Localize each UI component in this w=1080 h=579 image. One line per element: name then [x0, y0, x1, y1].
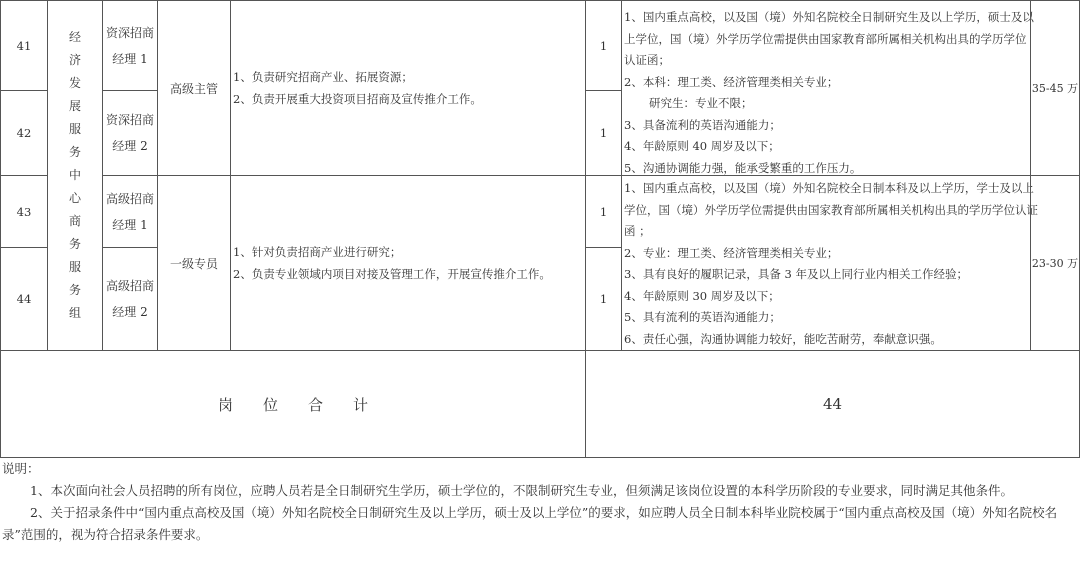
- duty-item: 1、负责研究招商产业、拓展资源；: [233, 70, 413, 84]
- position-cell: [102, 175, 158, 248]
- department-char: 组: [68, 306, 81, 320]
- row-number: 42: [0, 90, 48, 176]
- department-char: 务: [68, 283, 81, 297]
- headcount: 1: [585, 0, 622, 91]
- position-name: 资深招商: [105, 25, 154, 40]
- salary-cell: 35-45 万: [1030, 0, 1080, 176]
- notes-title: 说明：: [2, 461, 40, 476]
- note-item: 1、本次面向社会人员招聘的所有岗位，应聘人员若是全日制研究生学历，硕士学位的，不限制研究生专业，但须满足该岗位设置的本科学历阶段的专业要求，同时满足其他条件。: [30, 483, 1013, 498]
- total-value: 44: [585, 350, 1080, 458]
- position-cell: [102, 90, 158, 176]
- requirement-line: 3、具有良好的履职记录，具备 3 年及以上同行业内相关工作经验；: [624, 267, 968, 281]
- requirement-line: 上学位，国（境）外学历学位需提供由国家教育部所属相关机构出具的学历学位: [624, 31, 1027, 46]
- department-char: 展: [68, 99, 81, 113]
- headcount: 1: [585, 90, 622, 176]
- department-char: 经: [68, 30, 81, 44]
- level-cell: 高级主管: [157, 0, 231, 176]
- row-number: 44: [0, 247, 48, 351]
- requirement-line: 2、专业：理工类、经济管理类相关专业；: [624, 245, 839, 260]
- duty-item: 2、负责开展重大投资项目招商及宣传推介工作。: [233, 92, 482, 106]
- position-name: 经理 1: [112, 51, 148, 66]
- requirement-line: 5、沟通协调能力强，能承受繁重的工作压力。: [624, 160, 862, 175]
- duties-cell: [230, 175, 586, 351]
- requirement-line: 学位，国（境）外学历学位需提供由国家教育部所属相关机构出具的学历学位认证: [624, 202, 1038, 217]
- position-cell: [102, 0, 158, 91]
- position-name: 经理 1: [112, 217, 148, 232]
- duty-item: 1、针对负责招商产业进行研究；: [233, 245, 402, 259]
- position-cell: [102, 247, 158, 351]
- position-name: 经理 2: [112, 139, 148, 153]
- department-char: 发: [68, 76, 81, 90]
- department-cell: [47, 0, 103, 351]
- notes-section: [2, 458, 1078, 546]
- department-char: 商: [68, 214, 81, 228]
- total-label: 岗 位 合 计: [0, 350, 586, 458]
- position-name: 经理 2: [112, 305, 148, 319]
- headcount: 1: [585, 175, 622, 248]
- duty-item: 2、负责专业领域内项目对接及管理工作，开展宣传推介工作。: [233, 267, 551, 281]
- requirement-line: 6、责任心强，沟通协调能力较好，能吃苦耐劳，奉献意识强。: [624, 331, 942, 346]
- requirement-line: 4、年龄原则 40 周岁及以下；: [624, 139, 780, 153]
- row-number: 43: [0, 175, 48, 248]
- requirement-line: 2、本科：理工类、经济管理类相关专业；: [624, 74, 839, 89]
- position-name: 高级招商: [105, 279, 154, 293]
- department-char: 服: [68, 260, 81, 274]
- requirement-line: 研究生：专业不限；: [649, 96, 753, 110]
- duties-cell: [230, 0, 586, 176]
- department-char: 务: [68, 237, 81, 251]
- position-name: 高级招商: [105, 191, 154, 206]
- requirement-line: 1、国内重点高校，以及国（境）外知名院校全日制研究生及以上学历，硕士及以: [624, 10, 1034, 24]
- department-char: 服: [68, 122, 81, 136]
- note-item: 2、关于招录条件中“国内重点高校及国（境）外知名院校全日制研究生及以上学历，硕士及以上学位”的要求，如应聘人员全日制本科毕业院校属于“国内重点高校及国（境）外知名院校名录”范围的，视为符合招录条件要求。: [2, 505, 1058, 542]
- requirements-cell: [621, 175, 1038, 351]
- requirements-cell: [621, 0, 1034, 176]
- requirement-line: 1、国内重点高校，以及国（境）外知名院校全日制本科及以上学历，学士及以上: [624, 181, 1034, 195]
- row-number: 41: [0, 0, 48, 91]
- salary-cell: 23-30 万: [1030, 175, 1080, 351]
- requirement-line: 函 ；: [624, 224, 651, 238]
- requirement-line: 5、具有流利的英语沟通能力；: [624, 310, 781, 324]
- requirement-line: 认证函；: [624, 53, 670, 67]
- headcount: 1: [585, 247, 622, 351]
- requirement-line: 4、年龄原则 30 周岁及以下；: [624, 288, 780, 303]
- department-char: 务: [68, 145, 81, 159]
- position-name: 资深招商: [105, 113, 154, 127]
- requirement-line: 3、具备流利的英语沟通能力；: [624, 117, 781, 132]
- department-char: 济: [68, 53, 81, 67]
- department-char: 中: [68, 168, 81, 182]
- level-cell: 一级专员: [157, 175, 231, 351]
- department-char: 心: [68, 191, 81, 205]
